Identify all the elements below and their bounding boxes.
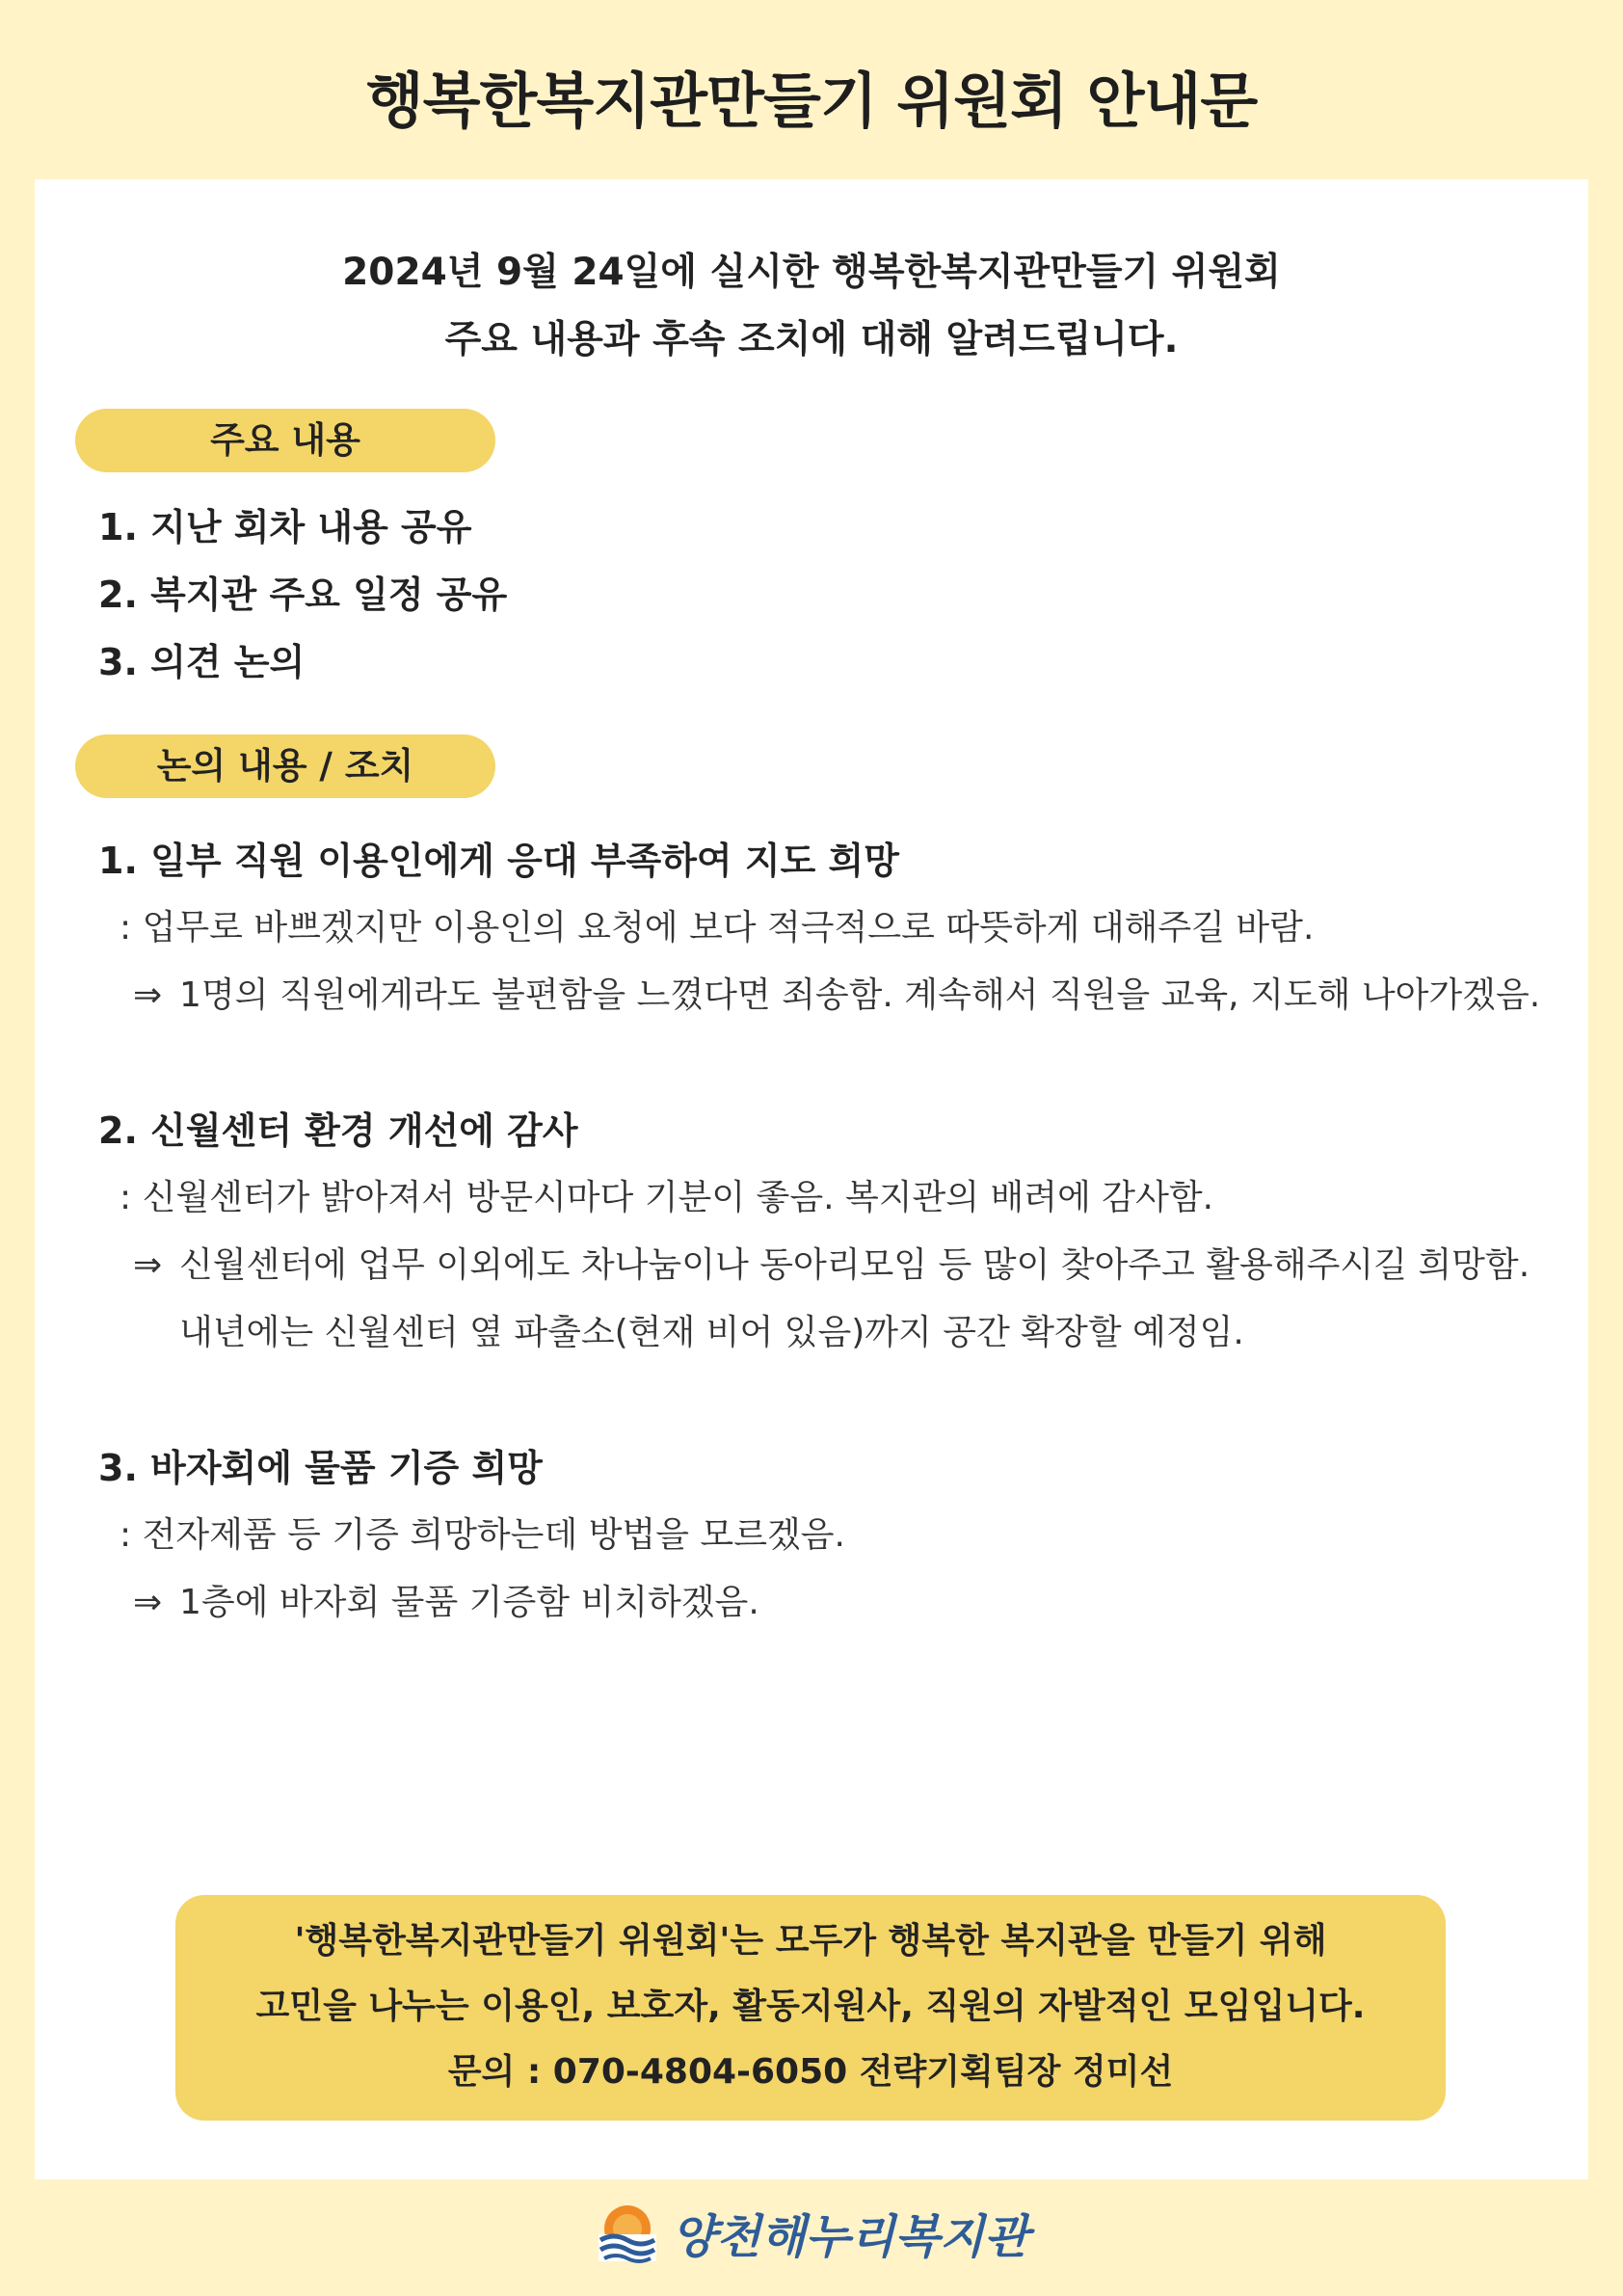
discussion-item [98,1097,1544,1367]
discussion-item-comment: : 신월센터가 밝아져서 방문시마다 기분이 좋음. 복지관의 배려에 감사함. [120,1178,1214,1217]
discussion-item-comment: : 업무로 바쁘겠지만 이용인의 요청에 보다 적극적으로 따뜻하게 대해주길 바람. [120,908,1315,948]
discussion-item [98,827,1544,1029]
agenda-item: 3. 의견 논의 [98,641,306,683]
arrow-icon: ⇒ [133,975,163,1015]
arrow-icon: ⇒ [133,1583,163,1622]
intro-line-1: 2024년 9월 24일에 실시한 행복한복지관만들기 위원회 [342,251,1281,294]
page-title: 행복한복지관만들기 위원회 안내문 [365,66,1258,136]
footer-line-2: 고민을 나누는 이용인, 보호자, 활동지원사, 직원의 자발적인 모임입니다. [255,1987,1366,2026]
discussion-item-comment: : 전자제품 등 기증 희망하는데 방법을 모르겠음. [120,1515,845,1555]
discussion-item-action [98,1569,1544,1637]
agenda-heading: 주요 내용 [75,409,495,472]
action-text: 1층에 바자회 물품 기증함 비치하겠음. [179,1583,759,1622]
discussion-item-title: 1. 일부 직원 이용인에게 응대 부족하여 지도 희망 [98,840,899,882]
footer-line-1: '행복한복지관만들기 위원회'는 모두가 행복한 복지관을 만들기 위해 [294,1921,1327,1961]
footer-contact: 문의 : 070-4804-6050 전략기획팀장 정미선 [447,2052,1174,2092]
arrow-icon: ⇒ [133,1245,163,1285]
discussion-list [98,827,1544,1704]
agenda-list [98,494,507,696]
action-text: 1명의 직원에게라도 불편함을 느꼈다면 죄송함. 계속해서 직원을 교육, 지도해 나아가겠음. [179,975,1541,1015]
notice-card [35,179,1588,2179]
intro-line-2: 주요 내용과 후속 조치에 대해 알려드립니다. [444,318,1179,361]
discussion-item-title: 3. 바자회에 물품 기증 희망 [98,1447,543,1489]
logo-text: 양천해누리복지관 [671,2209,1029,2264]
agenda-item: 2. 복지관 주요 일정 공유 [98,574,508,616]
agenda-item: 1. 지난 회차 내용 공유 [98,506,472,548]
discussion-item [98,1434,1544,1637]
discussion-item-action [98,962,1544,1029]
sun-wave-icon [595,2200,660,2265]
org-logo [0,2196,1623,2269]
discussion-item-title: 2. 신월센터 환경 개선에 감사 [98,1109,578,1152]
intro-text [35,239,1588,374]
footer-info-box [175,1895,1446,2121]
action-text: 신월센터에 업무 이외에도 차나눔이나 동아리모임 등 많이 찾아주고 활용해주시길 희망함. 내년에는 신월센터 옆 파출소(현재 비어 있음)까지 공간 확장할 예정임. [179,1245,1530,1352]
discussion-heading: 논의 내용 / 조치 [75,734,495,798]
discussion-item-action [98,1232,1544,1367]
